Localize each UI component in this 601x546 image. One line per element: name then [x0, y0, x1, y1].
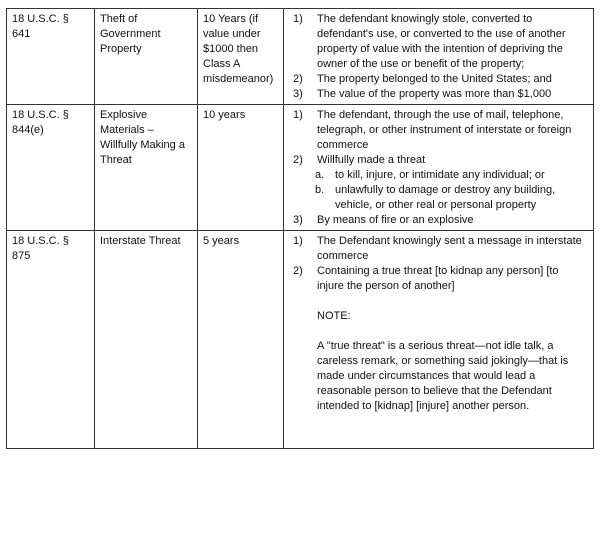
item-number: 2): [293, 154, 303, 166]
penalty-cell: [198, 9, 284, 105]
note-text: A "true threat" is a serious threat—not idle talk, a careless remark, or something said jokingly—that is made under circumstances that would lead a reasonable person to believe that the Defendant intended to [kidnap] [injure] another person.: [317, 340, 569, 412]
item-number: 1): [293, 109, 303, 121]
list-item: [289, 87, 588, 102]
sub-item-letter: a.: [315, 169, 325, 181]
item-text: The defendant knowingly stole, converted to defendant's use, or converted to the use of another property of value with the intention of depriving the owner of the use or benefit of the property;: [317, 13, 566, 70]
penalty-cell: [198, 105, 284, 231]
list-item: [289, 72, 588, 87]
item-number: 1): [293, 235, 303, 247]
table-row: [7, 9, 594, 105]
sub-elements-list: [289, 168, 588, 213]
item-number: 2): [293, 73, 303, 85]
penalty-text: 5 years: [203, 235, 240, 247]
item-text: The Defendant knowingly sent a message in interstate commerce: [317, 235, 582, 262]
offense-text: Interstate Threat: [100, 235, 181, 247]
list-item: [289, 108, 588, 153]
list-item: [289, 12, 588, 72]
statute-cell: [7, 9, 95, 105]
table-row: [7, 231, 594, 449]
item-text: Containing a true threat [to kidnap any person] [to injure the person of another]: [317, 265, 559, 292]
table-row: [7, 105, 594, 231]
statute-cell: [7, 105, 95, 231]
sub-list-item: [289, 168, 588, 183]
item-text: Willfully made a threat: [317, 154, 426, 166]
list-item: [289, 213, 588, 228]
penalty-cell: [198, 231, 284, 449]
sub-item-text: to kill, injure, or intimidate any individual; or: [335, 169, 545, 181]
note-label: NOTE:: [317, 310, 351, 322]
offense-cell: [95, 231, 198, 449]
list-item: [289, 264, 588, 294]
penalty-text: 10 years: [203, 109, 246, 121]
elements-list: [289, 234, 588, 294]
elements-cell: [284, 105, 594, 231]
sub-item-letter: b.: [315, 184, 325, 196]
elements-list: [289, 108, 588, 228]
offense-text: Theft of Government Property: [100, 13, 161, 55]
item-number: 3): [293, 88, 303, 100]
statute-text: 18 U.S.C. § 641: [12, 13, 69, 40]
statutes-table: [6, 8, 594, 449]
item-number: 3): [293, 214, 303, 226]
list-item: [289, 153, 588, 213]
item-number: 1): [293, 13, 303, 25]
offense-cell: [95, 9, 198, 105]
item-number: 2): [293, 265, 303, 277]
statute-cell: [7, 231, 95, 449]
item-text: The defendant, through the use of mail, telephone, telegraph, or other instrument of interstate or foreign commerce: [317, 109, 572, 151]
offense-cell: [95, 105, 198, 231]
statute-text: 18 U.S.C. § 875: [12, 235, 69, 262]
statute-text: 18 U.S.C. § 844(e): [12, 109, 69, 136]
item-text: The property belonged to the United States; and: [317, 73, 552, 85]
item-text: By means of fire or an explosive: [317, 214, 474, 226]
sub-item-text: unlawfully to damage or destroy any building, vehicle, or other real or personal property: [335, 184, 556, 211]
offense-text: Explosive Materials – Willfully Making a Threat: [100, 109, 185, 166]
elements-cell: [284, 231, 594, 449]
elements-cell: [284, 9, 594, 105]
penalty-text: 10 Years (if value under $1000 then Class A misdemeanor): [203, 13, 274, 85]
item-text: The value of the property was more than $1,000: [317, 88, 552, 100]
sub-list-item: [289, 183, 588, 213]
elements-list: [289, 12, 588, 102]
list-item: [289, 234, 588, 264]
